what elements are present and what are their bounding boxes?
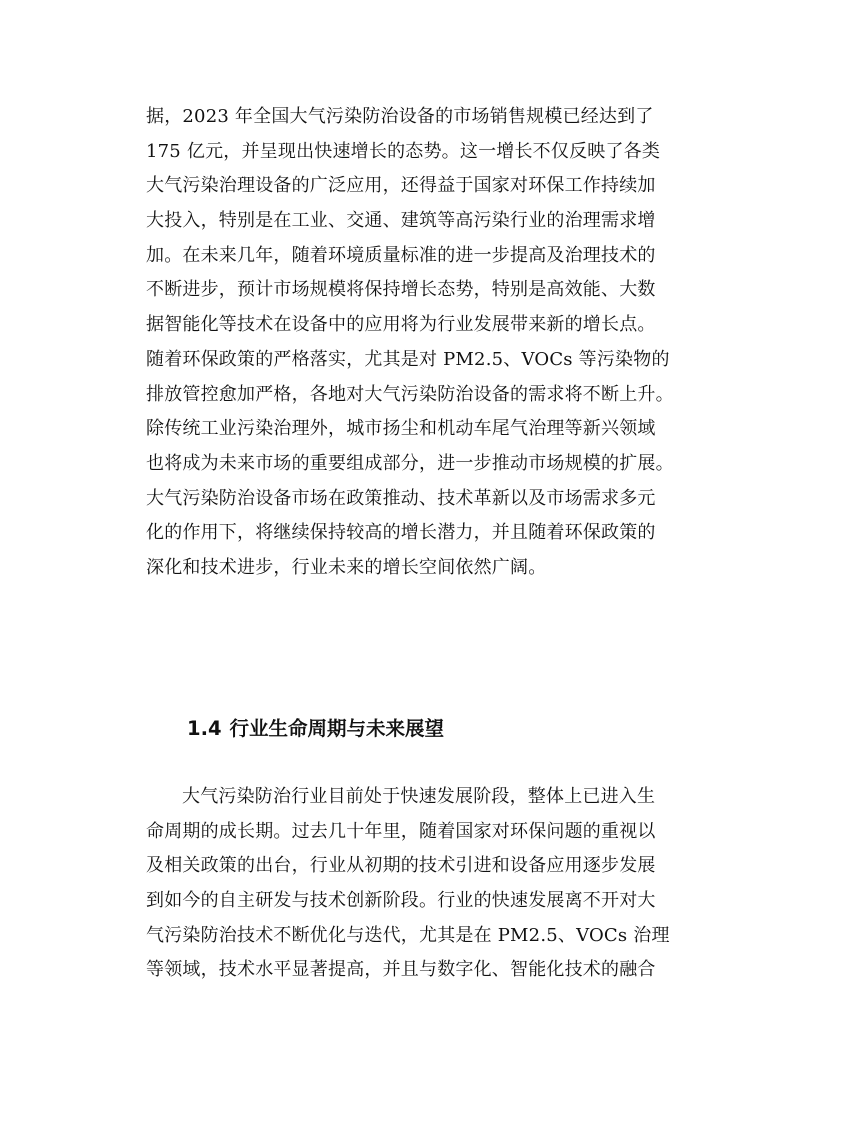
text-line: 大气污染防治行业目前处于快速发展阶段，整体上已进入生 — [182, 786, 656, 807]
text-line: 到如今的自主研发与技术创新阶段。行业的快速发展离不开对大 — [146, 890, 656, 912]
section-title: 行业生命周期与未来展望 — [229, 717, 445, 740]
text-line: 加。在未来几年，随着环境质量标准的进一步提高及治理技术的 — [146, 244, 656, 266]
text-line: 化的作用下，将继续保持较高的增长潜力，并且随着环保政策的 — [146, 522, 656, 544]
paragraph-lifecycle — [146, 780, 706, 988]
section-number: 1.4 — [187, 717, 222, 740]
text-line: 大气污染治理设备的广泛应用，还得益于国家对环保工作持续加 — [146, 175, 656, 197]
text-line: 气污染防治技术不断优化与迭代，尤其是在 PM2.5、VOCs 治理 — [146, 924, 670, 946]
text-line: 随着环保政策的严格落实，尤其是对 PM2.5、VOCs 等污染物的 — [146, 348, 670, 370]
text-line: 也将成为未来市场的重要组成部分，进一步推动市场规模的扩展。 — [146, 452, 674, 474]
text-line: 大气污染防治设备市场在政策推动、技术革新以及市场需求多元 — [146, 487, 656, 509]
text-line: 据，2023 年全国大气污染防治设备的市场销售规模已经达到了 — [146, 106, 654, 127]
text-line: 不断进步，预计市场规模将保持增长态势，特别是高效能、大数 — [146, 279, 656, 301]
section-heading — [187, 714, 444, 744]
text-line: 据智能化等技术在设备中的应用将为行业发展带来新的增长点。 — [146, 314, 656, 336]
paragraph-market-size — [146, 100, 706, 586]
text-line: 及相关政策的出台，行业从初期的技术引进和设备应用逐步发展 — [146, 855, 656, 877]
text-line: 除传统工业污染治理外，城市扬尘和机动车尾气治理等新兴领域 — [146, 418, 656, 440]
text-line: 175 亿元，并呈现出快速增长的态势。这一增长不仅反映了各类 — [146, 140, 661, 162]
text-line: 排放管控愈加严格，各地对大气污染防治设备的需求将不断上升。 — [146, 383, 674, 405]
text-line: 大投入，特别是在工业、交通、建筑等高污染行业的治理需求增 — [146, 210, 656, 232]
text-line: 等领域，技术水平显著提高，并且与数字化、智能化技术的融合 — [146, 959, 656, 981]
text-line: 命周期的成长期。过去几十年里，随着国家对环保问题的重视以 — [146, 820, 656, 842]
text-line: 深化和技术进步，行业未来的增长空间依然广阔。 — [146, 556, 547, 578]
